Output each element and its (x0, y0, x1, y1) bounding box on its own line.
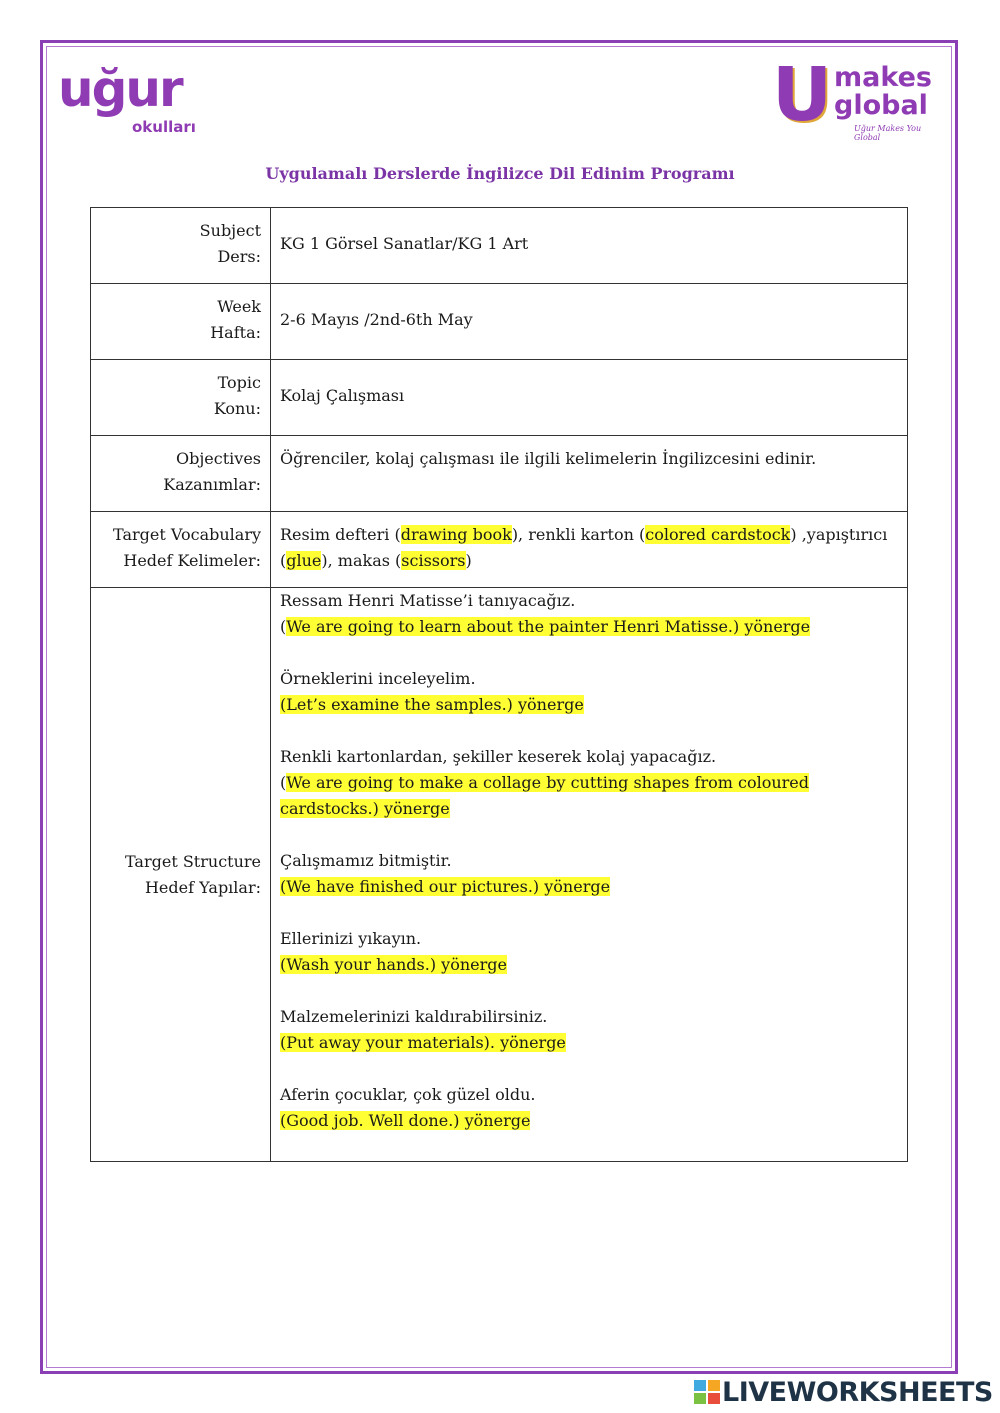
u-makes-global-logo (770, 52, 945, 142)
subject-value: KG 1 Görsel Sanatlar/KG 1 Art (271, 208, 908, 284)
topic-value: Kolaj Çalışması (271, 360, 908, 436)
page-heading: Uygulamalı Derslerde İngilizce Dil Edinim Programı (265, 164, 735, 183)
structure-item: Örneklerini inceleyelim. (Let’s examine the samples.) yönerge (280, 669, 584, 714)
logo-sub-text: okulları (132, 118, 196, 136)
logo-u-letter: U (772, 52, 833, 138)
vocab-term: scissors (401, 551, 466, 570)
structure-item: Malzemelerinizi kaldırabilirsiniz. (Put away your materials). yönerge (280, 1007, 566, 1052)
week-label: Week Hafta: (91, 284, 271, 360)
liveworksheets-icon (694, 1380, 720, 1404)
structure-label: Target Structure Hedef Yapılar: (91, 588, 271, 1162)
logo-makes-text: makes (834, 62, 932, 93)
ugur-okullari-logo (58, 60, 208, 140)
week-value: 2-6 Mayıs /2nd-6th May (271, 284, 908, 360)
vocabulary-label: Target Vocabulary Hedef Kelimeler: (91, 512, 271, 588)
liveworksheets-watermark: LIVEWORKSHEETS (694, 1378, 994, 1408)
structure-item: Çalışmamız bitmiştir. (We have finished our pictures.) yönerge (280, 851, 611, 896)
structure-item: Ellerinizi yıkayın. (Wash your hands.) yönerge (280, 929, 507, 974)
subject-label: Subject Ders: (91, 208, 271, 284)
logo-tagline: Uğur Makes You Global (854, 124, 922, 142)
table-row (91, 208, 908, 284)
lesson-plan-table (90, 207, 908, 1162)
structure-item: Renkli kartonlardan, şekiller keserek kolaj yapacağız. (We are going to make a collage by cutting shapes from coloured cardstocks.) yönerge (280, 747, 809, 818)
structure-value (271, 588, 908, 1162)
logo-main-text: uğur (58, 60, 182, 118)
vocab-term: drawing book (400, 525, 512, 544)
vocab-term: colored cardstock (645, 525, 791, 544)
topic-label: Topic Konu: (91, 360, 271, 436)
table-row (91, 512, 908, 588)
table-row (91, 284, 908, 360)
vocabulary-value: Resim defteri (drawing book), renkli karton (colored cardstock) ,yapıştırıcı (glue), makas (scissors) (271, 512, 908, 588)
vocab-term: glue (286, 551, 322, 570)
structure-item: Ressam Henri Matisse’i tanıyacağız. (We are going to learn about the painter Henri Matisse.) yönerge (280, 591, 811, 636)
table-row (91, 588, 908, 1162)
logo-global-text: global (834, 90, 928, 121)
objectives-label: Objectives Kazanımlar: (91, 436, 271, 512)
table-row (91, 360, 908, 436)
table-row (91, 436, 908, 512)
structure-item: Aferin çocuklar, çok güzel oldu. (Good job. Well done.) yönerge (280, 1085, 536, 1130)
objectives-value: Öğrenciler, kolaj çalışması ile ilgili kelimelerin İngilizcesini edinir. (271, 436, 908, 512)
